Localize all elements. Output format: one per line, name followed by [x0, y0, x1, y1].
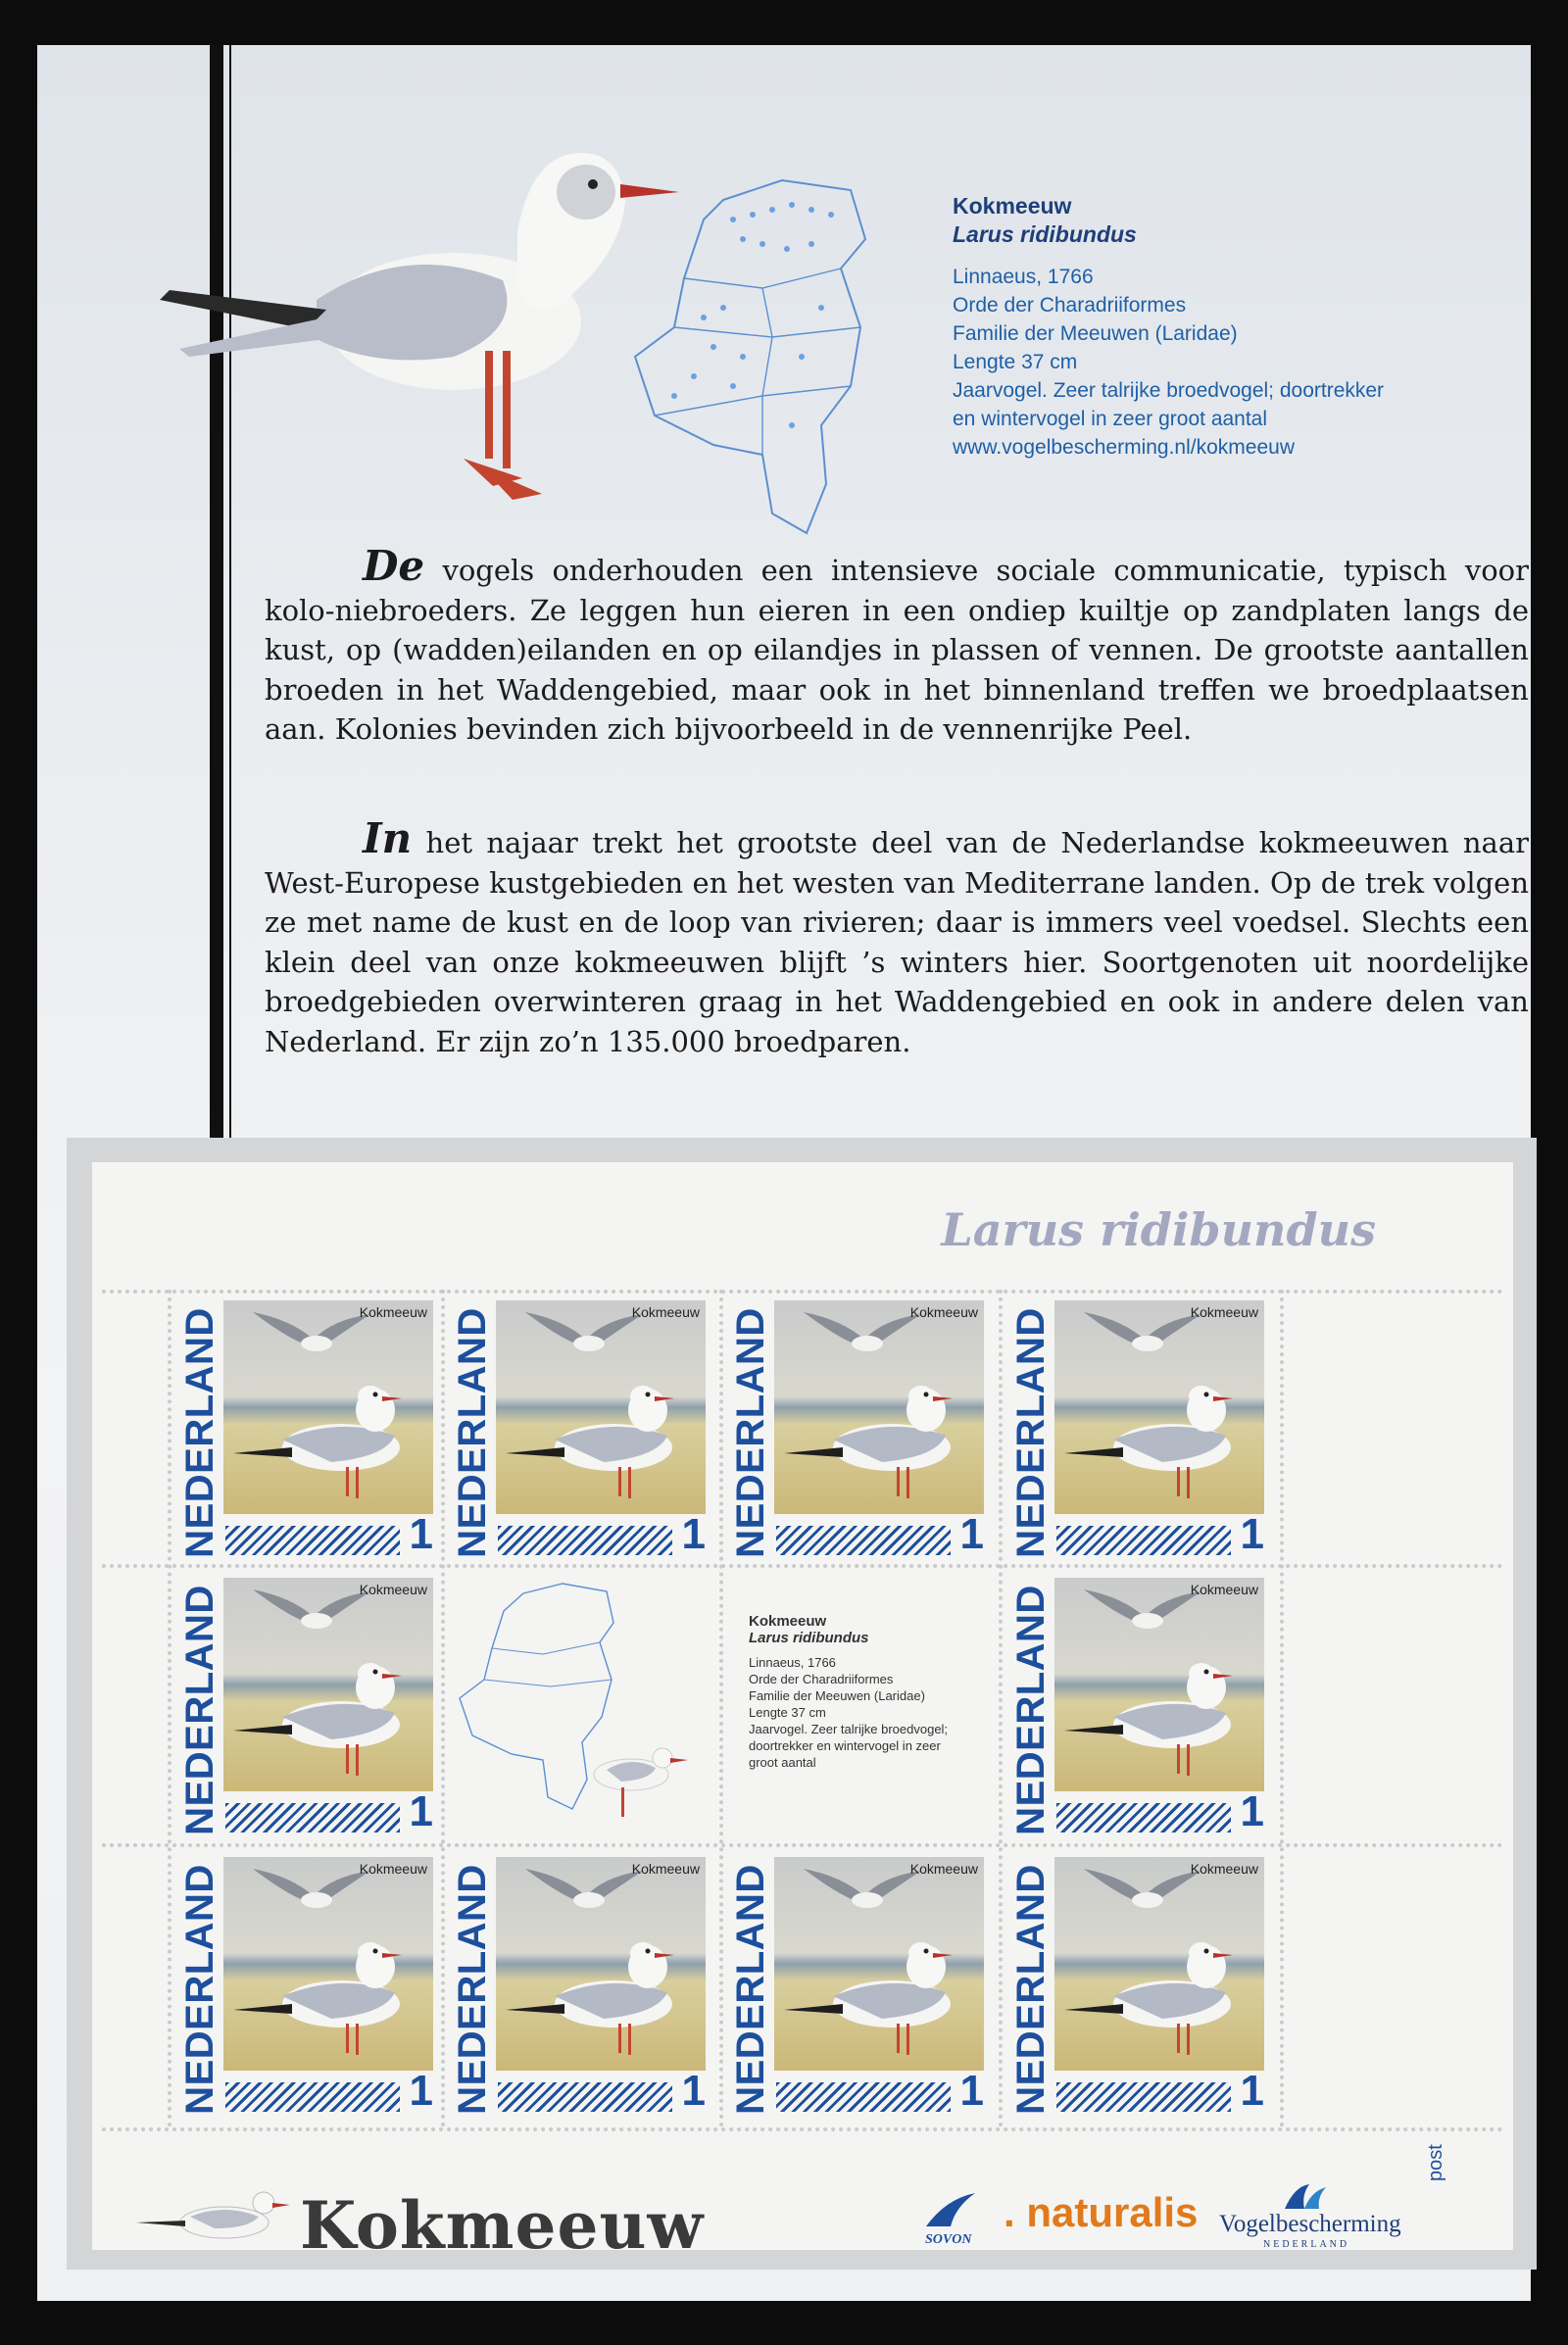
gull-illustration: [130, 94, 679, 555]
stamp-image: [1054, 1857, 1264, 2071]
stamp: [174, 1574, 439, 1846]
perforation: [102, 1290, 1503, 1294]
species-detail: Jaarvogel. Zeer talrijke broedvogel; doortrekker: [953, 379, 1385, 402]
stamp-image: [496, 1300, 706, 1514]
stamp-value: 1: [409, 2067, 433, 2115]
stamp-label: Kokmeeuw: [359, 1861, 427, 1877]
stamp-image: [223, 1578, 433, 1791]
stamp-hatch: [225, 1526, 400, 1555]
sheet-info-line: groot aantal: [749, 1755, 816, 1770]
sheet-info-line: Orde der Charadriiformes: [749, 1672, 894, 1686]
species-detail: Lengte 37 cm: [953, 351, 1078, 373]
stamp-image: [223, 1300, 433, 1514]
stamp-hatch: [1056, 1803, 1231, 1832]
sovon-logo-icon: [921, 2189, 980, 2232]
paragraph-text: het najaar trekt het grootste deel van de Nederlandse kokmeeuwen naar West-Europese kustgebieden en het westen van Mediterrane landen. Op de trek volgen ze met name de kust en de loop van rivieren; daar is immers veel voedsel. Slechts een klein deel van onze kokmeeuwen blijft ’s winters hier. Soortgenoten uit noordelijke broedgebieden overwinteren graag in het Waddengebied en ook in andere delen van Nederland. Er zijn zo’n 135.000 broedparen.: [265, 826, 1529, 1058]
stamp-hatch: [776, 1526, 951, 1555]
stamp: [725, 1296, 990, 1569]
stamp: [174, 1853, 439, 2125]
stamp: [447, 1853, 711, 2125]
stamp-image: [496, 1857, 706, 2071]
stamp: [1005, 1574, 1270, 1846]
distribution-map: [615, 161, 939, 553]
species-info: [953, 192, 1384, 462]
stamp-sheet: [92, 1162, 1513, 2264]
sheet-info-line: Linnaeus, 1766: [749, 1655, 836, 1670]
stamp-hatch: [1056, 1526, 1231, 1555]
stamp-label: Kokmeeuw: [1190, 1304, 1258, 1320]
sheet-info-line: doortrekker en wintervogel in zeer: [749, 1738, 941, 1753]
postal-brand: [1425, 1966, 1454, 2181]
sovon-logo: SOVON: [925, 2232, 972, 2247]
postal-brand-text: post: [1425, 2144, 1446, 2181]
sheet-info-line: Jaarvogel. Zeer talrijke broedvogel;: [749, 1722, 949, 1736]
paragraph-1: [265, 542, 1529, 750]
paragraph-text: vogels onderhouden een intensieve sociale communicatie, typisch voor kolo-niebroeders. Ze leggen hun eieren in een ondiep kuiltje op zandplaten langs de kust, op (wadden)eilanden en op eilandjes in plassen of vennen. De grootste aantallen broeden in het Waddengebied, maar ook in het binnenland treffen we broedplaatsen aan. Kolonies bevinden zich bijvoorbeeld in de vennenrijke Peel.: [265, 554, 1529, 746]
sheet-info: [749, 1613, 948, 1771]
stamp-country: NEDERLAND: [729, 1864, 772, 2115]
species-detail: en wintervogel in zeer groot aantal: [953, 408, 1268, 430]
stamp-value: 1: [681, 2067, 706, 2115]
stamp-value: 1: [409, 1787, 433, 1835]
stamp-value: 1: [959, 2067, 984, 2115]
stamp-image: [774, 1857, 984, 2071]
paragraph-2: [265, 814, 1529, 1061]
species-latin: Larus ridibundus: [953, 221, 1137, 247]
stamp-label: Kokmeeuw: [631, 1304, 700, 1320]
stamp-hatch: [225, 2082, 400, 2112]
stamp-country: NEDERLAND: [1009, 1585, 1053, 1835]
stamp-value: 1: [1240, 2067, 1264, 2115]
stamp: [1005, 1296, 1270, 1569]
stamp-country: NEDERLAND: [178, 1307, 221, 1558]
stamp-hatch: [776, 2082, 951, 2112]
stamp-value: 1: [409, 1510, 433, 1558]
stamp-hatch: [1056, 2082, 1231, 2112]
sheet-info-name: Kokmeeuw: [749, 1613, 827, 1630]
perforation: [1280, 1290, 1284, 2127]
stamp-country: NEDERLAND: [1009, 1864, 1053, 2115]
footer-title: Kokmeeuw: [300, 2187, 705, 2264]
stamp-hatch: [225, 1803, 400, 1832]
stamp-label: Kokmeeuw: [631, 1861, 700, 1877]
species-name: Kokmeeuw: [953, 193, 1072, 219]
stamp-label: Kokmeeuw: [1190, 1861, 1258, 1877]
stamp-label: Kokmeeuw: [359, 1582, 427, 1597]
stamp-label: Kokmeeuw: [1190, 1582, 1258, 1597]
perforation: [168, 1290, 172, 2127]
sheet-info-line: Familie der Meeuwen (Laridae): [749, 1688, 925, 1703]
stamp-image: [1054, 1578, 1264, 1791]
stamp-value: 1: [1240, 1510, 1264, 1558]
stamp-country: NEDERLAND: [178, 1864, 221, 2115]
species-detail: Orde der Charadriiformes: [953, 294, 1187, 317]
stamp: [447, 1296, 711, 1569]
paragraph-lead: De: [363, 542, 425, 590]
vogelbescherming-logo: Vogelbescherming: [1219, 2211, 1401, 2237]
stamp-hatch: [498, 1526, 672, 1555]
naturalis-logo: . naturalis: [1004, 2189, 1199, 2235]
stamp: [174, 1296, 439, 1569]
stamp-label: Kokmeeuw: [909, 1304, 978, 1320]
stamp-image: [223, 1857, 433, 2071]
paragraph-lead: In: [363, 814, 413, 862]
stamp-country: NEDERLAND: [729, 1307, 772, 1558]
stamp-value: 1: [959, 1510, 984, 1558]
species-detail: Linnaeus, 1766: [953, 266, 1094, 288]
stamp-country: NEDERLAND: [1009, 1307, 1053, 1558]
stamp-value: 1: [681, 1510, 706, 1558]
species-detail: Familie der Meeuwen (Laridae): [953, 322, 1238, 345]
stamp: [725, 1853, 990, 2125]
stamp-hatch: [498, 2082, 672, 2112]
perforation: [102, 2127, 1503, 2131]
stamp-value: 1: [1240, 1787, 1264, 1835]
album-page: [37, 45, 1531, 2301]
stamp-label: Kokmeeuw: [359, 1304, 427, 1320]
stamp-image: [774, 1300, 984, 1514]
sheet-map: [445, 1574, 710, 1838]
stamp-label: Kokmeeuw: [909, 1861, 978, 1877]
sheet-info-line: Lengte 37 cm: [749, 1705, 826, 1720]
footer-gull-icon: [131, 2181, 298, 2250]
vogelbescherming-sub: NEDERLAND: [1263, 2239, 1350, 2250]
stamp-country: NEDERLAND: [178, 1585, 221, 1835]
perforation: [719, 1290, 723, 2127]
stamp: [1005, 1853, 1270, 2125]
stamp-country: NEDERLAND: [451, 1307, 494, 1558]
species-url[interactable]: www.vogelbescherming.nl/kokmeeuw: [953, 436, 1295, 459]
sheet-info-latin: Larus ridibundus: [749, 1630, 869, 1646]
stamp-country: NEDERLAND: [451, 1864, 494, 2115]
stamp-image: [1054, 1300, 1264, 1514]
perforation: [999, 1290, 1003, 2127]
sheet-title: Larus ridibundus: [941, 1203, 1376, 1256]
vogelbescherming-logo-icon: [1280, 2181, 1329, 2211]
